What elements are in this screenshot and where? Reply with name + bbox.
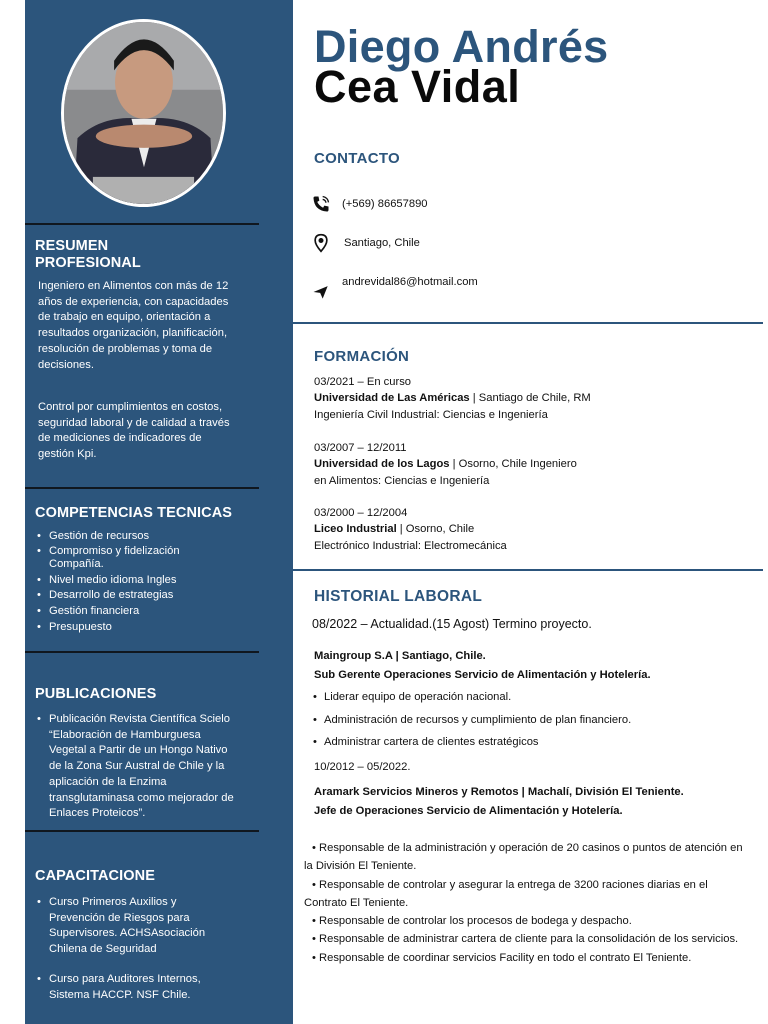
formacion-title: FORMACIÓN [314, 348, 410, 365]
capacitacion-list [35, 895, 230, 1003]
institution-location: | Osorno, Chile [396, 523, 475, 536]
email-link[interactable]: andrevidal86@hotmail.com [342, 276, 478, 288]
job2-dates: 10/2012 – 05/2022. [314, 761, 411, 773]
publicaciones-title: PUBLICACIONES [35, 686, 157, 702]
contact-phone [310, 192, 428, 216]
list-item: • Gestión de recursos [35, 529, 245, 545]
formacion-entry [314, 505, 754, 554]
job1-company: Maingroup S.A | Santiago, Chile. [314, 650, 486, 662]
institution-name: Universidad de los Lagos [314, 458, 450, 471]
institution-location: | Osorno, Chile Ingeniero [449, 458, 577, 471]
sidebar [25, 0, 293, 1024]
list-item: • Presupuesto [35, 620, 245, 636]
list-item: • Responsable de controlar los procesos de bodega y despacho. [312, 915, 632, 928]
contact-email [310, 270, 478, 294]
divider [25, 651, 259, 653]
institution-name: Universidad de Las Américas [314, 392, 470, 405]
job1-dates: 08/2022 – Actualidad.(15 Agost) Termino proyecto. [312, 617, 592, 631]
last-name: Cea Vidal [314, 61, 521, 112]
list-item: • Curso Primeros Auxilios y Prevención de Riesgos para Supervisores. ACHSAsociación Chilena de Seguridad [35, 895, 230, 958]
phone-icon [310, 193, 332, 215]
job1-responsibilities [310, 689, 750, 757]
divider [25, 487, 259, 489]
list-item: • Compromiso y fidelización Compañía. [35, 545, 195, 571]
divider [293, 322, 763, 324]
job2-role: Jefe de Operaciones Servicio de Alimentación y Hotelería. [314, 805, 623, 817]
entry-degree: Electrónico Industrial: Electromecánica [314, 539, 507, 552]
competencias-list [35, 529, 245, 636]
entry-dates: 03/2021 – En curso [314, 376, 412, 388]
list-item: • Administración de recursos y cumplimiento de plan financiero. [310, 712, 750, 728]
entry-institution-line [314, 390, 754, 406]
phone-text: (+569) 86657890 [342, 198, 428, 210]
entry-institution-line [314, 521, 754, 537]
formacion-entry [314, 440, 754, 489]
list-item: • Desarrollo de estrategias [35, 588, 245, 604]
list-item: • Responsable de administrar cartera de cliente para la consolidación de los servicios. [312, 933, 739, 946]
publicaciones-list [35, 712, 240, 822]
list-item: • Responsable de la administración y operación de 20 casinos o puntos de atención en la División El Teniente. [304, 842, 743, 873]
entry-degree: Ingeniería Civil Industrial: Ciencias e Ingeniería [314, 408, 548, 421]
entry-dates: 03/2007 – 12/2011 [314, 442, 407, 454]
divider [25, 830, 259, 832]
send-mail-icon [310, 281, 332, 303]
formacion-entry [314, 374, 754, 423]
entry-dates: 03/2000 – 12/2004 [314, 507, 408, 519]
list-item: • Nivel medio idioma Ingles [35, 573, 245, 589]
entry-institution-line [314, 456, 754, 472]
divider [293, 569, 763, 571]
job1-role: Sub Gerente Operaciones Servicio de Alimentación y Hotelería. [314, 669, 651, 681]
list-item: • Responsable de controlar y asegurar la entrega de 3200 raciones diarias en el Contrato El Teniente. [304, 878, 708, 909]
location-text: Santiago, Chile [344, 237, 420, 249]
list-item: • Liderar equipo de operación nacional. [310, 689, 750, 705]
list-item: • Administrar cartera de clientes estratégicos [310, 734, 750, 750]
list-item: • Publicación Revista Científica Scielo “Elaboración de Hamburguesa Vegetal a Partir de un Hongo Nativo de la Zona Sur Austral de Chile y la aplicación de la Enzima transglutaminasa como mejorador de Enlaces Proteicos”. [35, 712, 240, 822]
contact-location [310, 231, 420, 255]
resumen-title: RESUMEN PROFESIONAL [35, 238, 141, 271]
list-item: • Gestión financiera [35, 604, 245, 620]
job2-company: Aramark Servicios Mineros y Remotos | Machalí, División El Teniente. [314, 786, 684, 798]
institution-name: Liceo Industrial [314, 523, 397, 536]
historial-title: HISTORIAL LABORAL [314, 588, 483, 605]
resumen-paragraph-2: Control por cumplimientos en costos, seguridad laboral y de calidad a través de mediciones de indicadores de gestión Kpi. [38, 401, 230, 461]
list-item: • Responsable de coordinar servicios Facility en todo el contrato El Teniente. [312, 951, 692, 964]
first-name: Diego Andrés [314, 21, 609, 72]
list-item: • Curso para Auditores Internos, Sistema HACCP. NSF Chile. [35, 972, 230, 1003]
location-pin-icon [310, 232, 332, 254]
entry-degree: en Alimentos: Ciencias e Ingeniería [314, 474, 490, 487]
capacitacion-title: CAPACITACIONE [35, 868, 155, 884]
resumen-paragraph-1: Ingeniero en Alimentos con más de 12 años de experiencia, con capacidades de trabajo en equipo, orientación a resultados organización, planificación, resolución de problemas y toma de decisiones. [38, 280, 229, 371]
divider [25, 223, 259, 225]
contacto-title: CONTACTO [314, 150, 401, 167]
job2-responsibilities [304, 839, 750, 967]
institution-location: | Santiago de Chile, RM [469, 392, 591, 405]
competencias-title: COMPETENCIAS TECNICAS [35, 505, 233, 521]
profile-photo [61, 19, 226, 207]
